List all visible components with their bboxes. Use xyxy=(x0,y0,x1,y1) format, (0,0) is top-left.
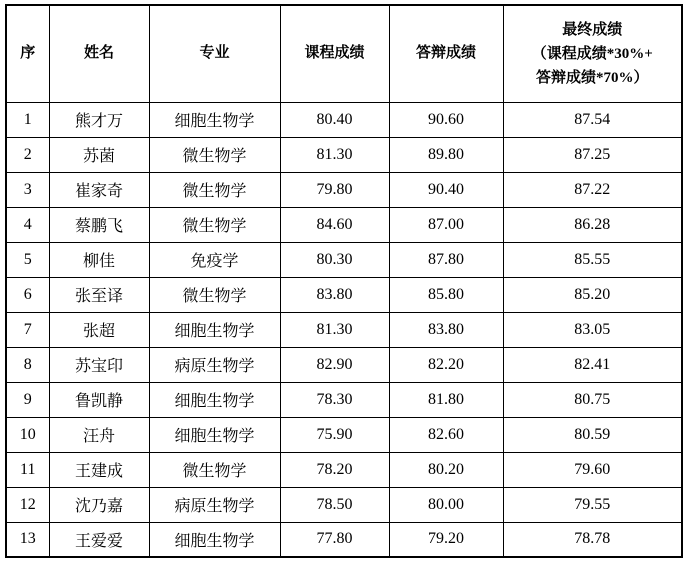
table-row xyxy=(6,452,682,487)
cell-index: 1 xyxy=(6,102,49,137)
cell-defense-score: 81.80 xyxy=(389,382,503,417)
table-body xyxy=(6,102,682,557)
cell-index: 7 xyxy=(6,312,49,347)
cell-defense-score: 90.40 xyxy=(389,172,503,207)
cell-course-score: 83.80 xyxy=(280,277,389,312)
cell-major: 微生物学 xyxy=(149,172,280,207)
cell-major: 细胞生物学 xyxy=(149,522,280,557)
cell-major: 微生物学 xyxy=(149,207,280,242)
cell-course-score: 78.20 xyxy=(280,452,389,487)
table-row xyxy=(6,417,682,452)
cell-defense-score: 80.20 xyxy=(389,452,503,487)
cell-index: 10 xyxy=(6,417,49,452)
cell-final-score: 80.59 xyxy=(503,417,682,452)
table-row xyxy=(6,382,682,417)
cell-name: 沈乃嘉 xyxy=(49,487,149,522)
cell-final-score: 87.54 xyxy=(503,102,682,137)
cell-defense-score: 83.80 xyxy=(389,312,503,347)
cell-course-score: 80.30 xyxy=(280,242,389,277)
cell-index: 3 xyxy=(6,172,49,207)
cell-course-score: 79.80 xyxy=(280,172,389,207)
cell-major: 病原生物学 xyxy=(149,487,280,522)
cell-index: 11 xyxy=(6,452,49,487)
cell-final-score: 80.75 xyxy=(503,382,682,417)
cell-defense-score: 89.80 xyxy=(389,137,503,172)
cell-course-score: 78.50 xyxy=(280,487,389,522)
cell-major: 细胞生物学 xyxy=(149,382,280,417)
cell-name: 苏菌 xyxy=(49,137,149,172)
header-row xyxy=(6,5,682,102)
cell-defense-score: 82.60 xyxy=(389,417,503,452)
col-header-name: 姓名 xyxy=(49,5,149,102)
cell-name: 王爱爱 xyxy=(49,522,149,557)
cell-defense-score: 79.20 xyxy=(389,522,503,557)
cell-name: 张至译 xyxy=(49,277,149,312)
cell-final-score: 82.41 xyxy=(503,347,682,382)
cell-defense-score: 90.60 xyxy=(389,102,503,137)
col-header-course-score: 课程成绩 xyxy=(280,5,389,102)
cell-index: 13 xyxy=(6,522,49,557)
col-header-defense-score: 答辩成绩 xyxy=(389,5,503,102)
cell-name: 崔家奇 xyxy=(49,172,149,207)
cell-name: 张超 xyxy=(49,312,149,347)
cell-course-score: 82.90 xyxy=(280,347,389,382)
cell-major: 细胞生物学 xyxy=(149,312,280,347)
cell-final-score: 85.55 xyxy=(503,242,682,277)
final-score-header-line1: 最终成绩 xyxy=(562,21,623,38)
table-row xyxy=(6,522,682,557)
table-row xyxy=(6,102,682,137)
cell-index: 2 xyxy=(6,137,49,172)
table-row xyxy=(6,242,682,277)
cell-name: 蔡鹏飞 xyxy=(49,207,149,242)
cell-index: 9 xyxy=(6,382,49,417)
cell-major: 微生物学 xyxy=(149,452,280,487)
cell-final-score: 79.60 xyxy=(503,452,682,487)
col-header-index: 序 xyxy=(6,5,49,102)
cell-major: 免疫学 xyxy=(149,242,280,277)
cell-final-score: 79.55 xyxy=(503,487,682,522)
cell-major: 细胞生物学 xyxy=(149,417,280,452)
cell-name: 熊才万 xyxy=(49,102,149,137)
cell-major: 细胞生物学 xyxy=(149,102,280,137)
cell-final-score: 78.78 xyxy=(503,522,682,557)
cell-index: 4 xyxy=(6,207,49,242)
cell-defense-score: 87.80 xyxy=(389,242,503,277)
table-row xyxy=(6,137,682,172)
table-row xyxy=(6,277,682,312)
cell-name: 柳佳 xyxy=(49,242,149,277)
cell-final-score: 86.28 xyxy=(503,207,682,242)
cell-major: 微生物学 xyxy=(149,137,280,172)
cell-final-score: 87.25 xyxy=(503,137,682,172)
cell-defense-score: 85.80 xyxy=(389,277,503,312)
cell-name: 汪舟 xyxy=(49,417,149,452)
cell-index: 8 xyxy=(6,347,49,382)
cell-course-score: 78.30 xyxy=(280,382,389,417)
cell-name: 鲁凯静 xyxy=(49,382,149,417)
final-score-header-line2: （课程成绩*30%+ xyxy=(531,45,653,62)
cell-defense-score: 87.00 xyxy=(389,207,503,242)
cell-final-score: 83.05 xyxy=(503,312,682,347)
col-header-major: 专业 xyxy=(149,5,280,102)
cell-final-score: 87.22 xyxy=(503,172,682,207)
cell-index: 5 xyxy=(6,242,49,277)
table-row xyxy=(6,347,682,382)
table-row xyxy=(6,312,682,347)
cell-index: 12 xyxy=(6,487,49,522)
table-row xyxy=(6,207,682,242)
cell-index: 6 xyxy=(6,277,49,312)
cell-course-score: 81.30 xyxy=(280,137,389,172)
cell-defense-score: 82.20 xyxy=(389,347,503,382)
cell-course-score: 81.30 xyxy=(280,312,389,347)
cell-name: 苏宝印 xyxy=(49,347,149,382)
cell-major: 病原生物学 xyxy=(149,347,280,382)
grades-table xyxy=(5,4,683,558)
cell-course-score: 77.80 xyxy=(280,522,389,557)
cell-final-score: 85.20 xyxy=(503,277,682,312)
final-score-header-line3: 答辩成绩*70%） xyxy=(535,69,649,86)
table-row xyxy=(6,172,682,207)
cell-course-score: 75.90 xyxy=(280,417,389,452)
cell-name: 王建成 xyxy=(49,452,149,487)
cell-course-score: 84.60 xyxy=(280,207,389,242)
cell-defense-score: 80.00 xyxy=(389,487,503,522)
cell-major: 微生物学 xyxy=(149,277,280,312)
col-header-final-score xyxy=(503,5,682,102)
table-row xyxy=(6,487,682,522)
cell-course-score: 80.40 xyxy=(280,102,389,137)
